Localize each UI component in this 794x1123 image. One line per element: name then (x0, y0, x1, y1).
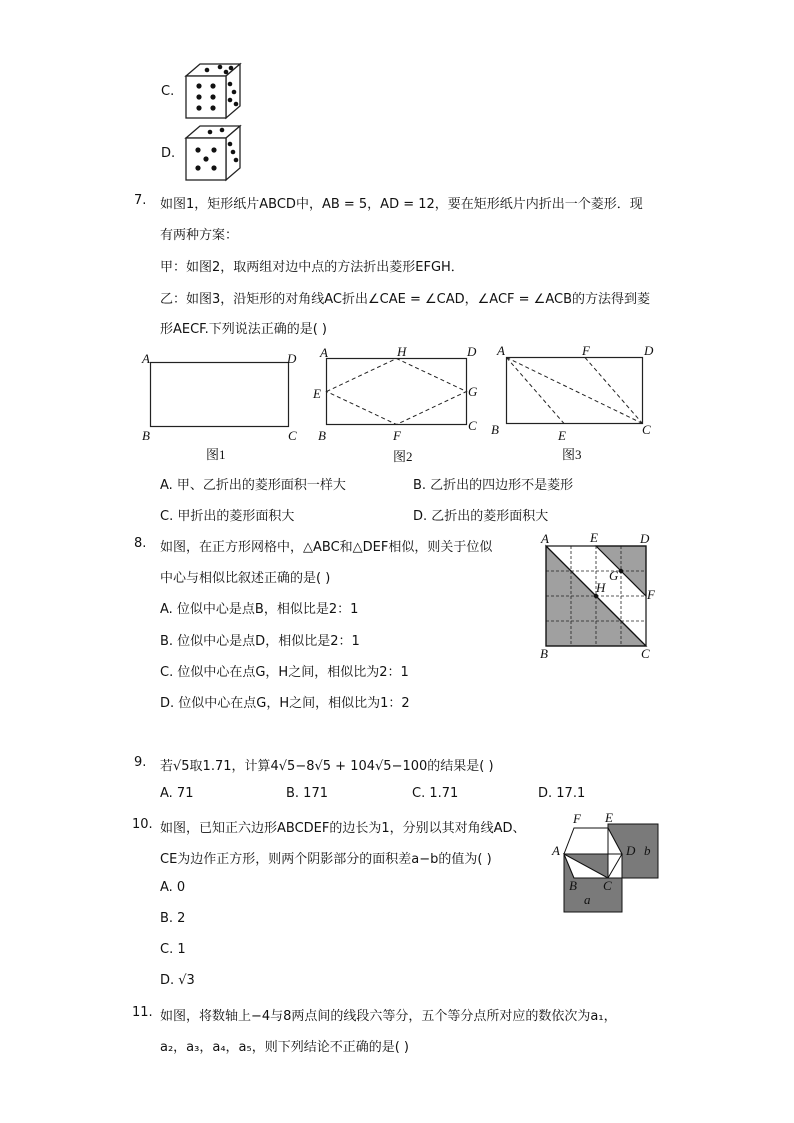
q8-fig-label-g: G (609, 568, 619, 583)
q10-text-line1: 如图，已知正六边形ABCDEF的边长为1，分别以其对角线AD、 (160, 821, 526, 836)
q7-text-line1: 如图1，矩形纸片ABCD中，AB = 5，AD = 12，要在矩形纸片内折出一个菱形．现 (160, 197, 643, 212)
q7-fig3-label-f: F (582, 343, 590, 358)
q8-option-a[interactable]: A. 位似中心是点B，相似比是2：1 (160, 602, 359, 617)
q9-option-c[interactable]: C. 1.71 (412, 786, 459, 801)
q7-fig2-label-f: F (393, 428, 401, 443)
q7-fig2-label-a: A (320, 345, 328, 360)
q11-number: 11. (132, 1005, 153, 1020)
q10-number: 10. (132, 817, 153, 832)
q7-fig1-label-a: A (142, 351, 150, 366)
q9-option-b[interactable]: B. 171 (286, 786, 328, 801)
q10-option-d[interactable]: D. √3 (160, 973, 195, 988)
q9-number: 9. (134, 755, 147, 770)
q9-text: 若√5取1.71，计算4√5−8√5 + 104√5−100的结果是( ) (160, 759, 494, 774)
q8-text-line1: 如图，在正方形网格中，△ABC和△DEF相似，则关于位似 (160, 540, 493, 555)
q7-number: 7. (134, 193, 147, 208)
q8-number: 8. (134, 536, 147, 551)
q8-option-d[interactable]: D. 位似中心在点G，H之间，相似比为1：2 (160, 696, 410, 711)
q7-text-line4: 乙：如图3，沿矩形的对角线AC折出∠CAE = ∠CAD，∠ACF = ∠ACB的方法得到菱 (160, 292, 650, 307)
q7-fig1-label-d: D (287, 351, 297, 366)
q7-fig2-label-c: C (468, 418, 477, 433)
q7-option-a[interactable]: A. 甲、乙折出的菱形面积一样大 (160, 478, 346, 493)
q7-fig2-label-b: B (318, 428, 326, 443)
q7-option-b[interactable]: B. 乙折出的四边形不是菱形 (413, 478, 574, 493)
q7-fig1-label-b: B (142, 428, 150, 443)
q10-text-line2: CE为边作正方形，则两个阴影部分的面积差a−b的值为( ) (160, 852, 492, 867)
q7-fig1-caption: 图1 (206, 447, 226, 462)
q10-fig-label-c: C (603, 878, 612, 893)
q7-text-line2: 有两种方案： (160, 228, 239, 243)
q10-fig-label-a: A (552, 843, 560, 858)
q7-fig2-label-g: G (468, 384, 478, 399)
q8-fig-label-a: A (541, 531, 549, 546)
q7-fig3-label-b: B (491, 422, 499, 437)
q7-fig1-label-c: C (288, 428, 297, 443)
q7-fig2-caption: 图2 (393, 449, 413, 464)
q6-option-c-label: C. (161, 84, 175, 99)
q7-fig3-label-c: C (642, 422, 651, 437)
q7-fig2-label-h: H (397, 344, 407, 359)
q7-text-line5: 形AECF.下列说法正确的是( ) (160, 322, 327, 337)
q8-fig-label-f: F (647, 587, 655, 602)
q8-grid-figure (545, 545, 647, 647)
q7-figure3-rhombus (506, 357, 644, 425)
q10-option-c[interactable]: C. 1 (160, 942, 186, 957)
q8-option-b[interactable]: B. 位似中心是点D，相似比是2：1 (160, 634, 360, 649)
q10-fig-label-b: B (569, 878, 577, 893)
q7-figure2-rhombus (326, 358, 468, 426)
q7-option-d[interactable]: D. 乙折出的菱形面积大 (413, 509, 549, 524)
q10-fig-label-e: E (605, 810, 613, 825)
q7-fig3-label-d: D (644, 343, 654, 358)
q8-option-c[interactable]: C. 位似中心在点G，H之间，相似比为2：1 (160, 665, 409, 680)
q10-hexagon-figure (562, 818, 660, 914)
q8-text-line2: 中心与相似比叙述正确的是( ) (160, 571, 331, 586)
q7-fig2-label-e: E (313, 386, 321, 401)
q10-option-a[interactable]: A. 0 (160, 880, 186, 895)
q7-option-c[interactable]: C. 甲折出的菱形面积大 (160, 509, 295, 524)
q9-option-a[interactable]: A. 71 (160, 786, 194, 801)
q7-fig3-label-a: A (497, 343, 505, 358)
q11-text-line2: a₂，a₃，a₄，a₅，则下列结论不正确的是( ) (160, 1040, 409, 1055)
q6-option-c-die-image (186, 62, 242, 120)
q8-fig-label-b: B (540, 646, 548, 661)
q8-fig-label-d: D (640, 531, 650, 546)
q11-text-line1: 如图，将数轴上−4与8两点间的线段六等分，五个等分点所对应的数依次为a₁， (160, 1009, 617, 1024)
q7-text-line3: 甲：如图2，取两组对边中点的方法折出菱形EFGH． (160, 260, 464, 275)
q7-figure1-rectangle (150, 362, 290, 428)
q8-fig-label-c: C (641, 646, 650, 661)
q10-fig-label-a-shade: a (584, 892, 591, 907)
q8-fig-label-h: H (596, 580, 606, 595)
q6-option-d-die-image (186, 124, 242, 182)
q9-option-d[interactable]: D. 17.1 (538, 786, 586, 801)
q7-fig3-label-e: E (558, 428, 566, 443)
q10-option-b[interactable]: B. 2 (160, 911, 186, 926)
q8-fig-label-e: E (590, 530, 598, 545)
q10-fig-label-f: F (573, 811, 581, 826)
q7-fig2-label-d: D (467, 344, 477, 359)
q10-fig-label-b-shade: b (644, 843, 651, 858)
q10-fig-label-d: D (626, 843, 636, 858)
q7-fig3-caption: 图3 (562, 447, 582, 462)
q6-option-d-label: D. (161, 146, 176, 161)
